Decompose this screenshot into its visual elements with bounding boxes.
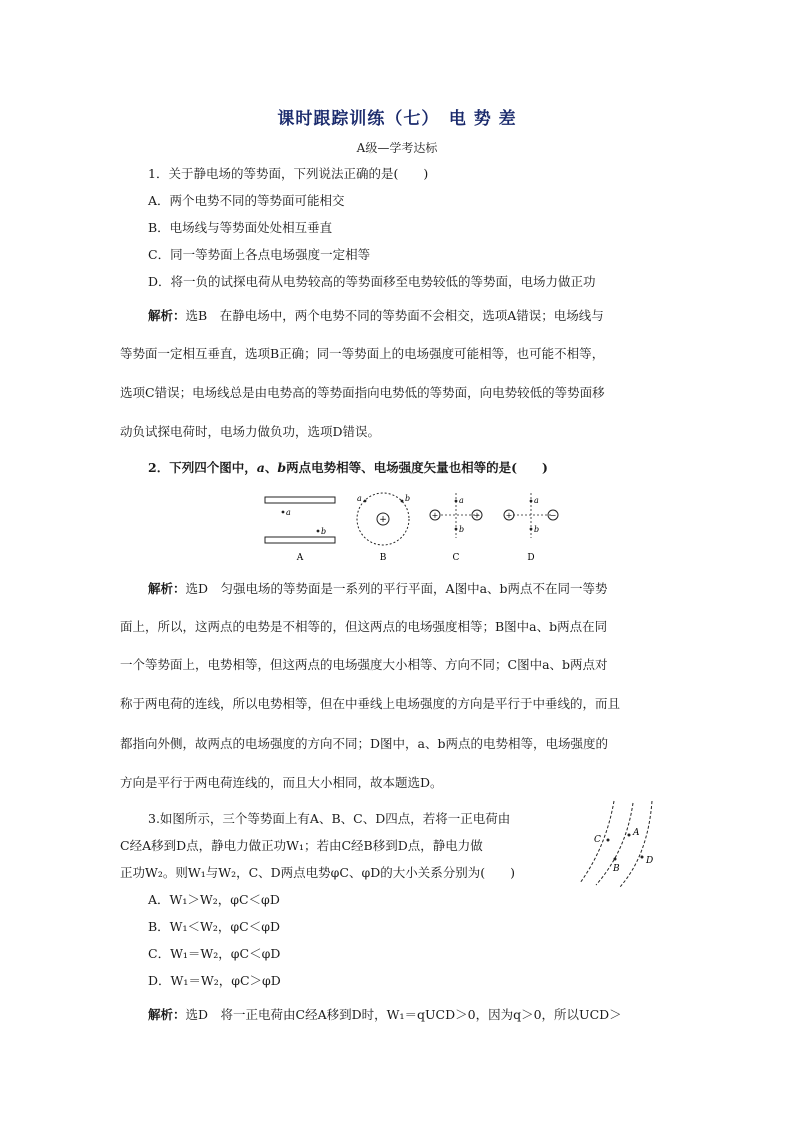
level-heading: A级—学考达标 — [356, 141, 438, 155]
fig-b-charge: + — [379, 515, 387, 525]
analysis-label: 解析： — [148, 581, 186, 596]
plate-bottom — [265, 537, 335, 543]
fig-c-charge-right: + — [473, 511, 481, 520]
q3-stem-line-3: 正功W₂。则W₁与W₂，C、D两点电势φC、φD的大小关系分别为( ) — [120, 865, 516, 880]
fig-d-charge-left: + — [505, 511, 513, 520]
q3-option-d: D．W₁＝W₂，φC＞φD — [148, 973, 281, 988]
q1-option-d: D．将一负的试探电荷从电势较高的等势面移至电势较低的等势面，电场力做正功 — [148, 274, 596, 289]
q1-option-a: A．两个电势不同的等势面可能相交 — [148, 193, 345, 208]
fig3-point-d: D — [646, 856, 654, 866]
fig-b-point-b: b — [405, 494, 411, 503]
fig-c-point-b: b — [459, 525, 465, 534]
q3-option-a: A．W₁＞W₂，φC＜φD — [148, 892, 280, 907]
q2-analysis-line-6: 方向是平行于两电荷连线的，而且大小相同，故本题选D。 — [120, 775, 443, 790]
q1-stem: 1．关于静电场的等势面，下列说法正确的是( ) — [148, 166, 429, 181]
plate-top — [265, 497, 335, 503]
q1-analysis-line-3: 选项C错误；电场线总是由电势高的等势面指向电势低的等势面，向电势较低的等势面移 — [120, 385, 605, 400]
analysis-label: 解析： — [148, 308, 186, 323]
fig3-point-a: A — [633, 828, 640, 838]
fig-label-d: D — [527, 553, 535, 563]
fig-c-point-a: a — [459, 496, 464, 505]
q1-option-b: B．电场线与等势面处处相互垂直 — [148, 220, 333, 235]
q1-option-c: C．同一等势面上各点电场强度一定相等 — [148, 247, 371, 262]
fig3-point-b: B — [613, 864, 620, 874]
fig-d-point-b: b — [534, 525, 540, 534]
fig-label-a: A — [296, 553, 304, 563]
q3-stem-line-1: 3.如图所示，三个等势面上有A、B、C、D四点，若将一正电荷由 — [148, 811, 511, 826]
q2-analysis-line-2: 面上，所以，这两点的电势是不相等的，但这两点的电场强度相等；B图中a、b两点在同 — [120, 619, 608, 634]
analysis-label: 解析： — [148, 1007, 186, 1022]
fig-d-charge-right: − — [549, 511, 557, 520]
q2-analysis-line-4: 称于两电荷的连线，所以电势相等，但在中垂线上电场强度的方向是平行于中垂线的，而且 — [120, 696, 621, 711]
page-title: 课时跟踪训练（七） 电 势 差 — [277, 109, 517, 129]
fig-c-charge-left: + — [431, 511, 439, 520]
q3-analysis-line-1: 解析：选D 将一正电荷由C经A移到D时，W₁＝qUCD＞0，因为q＞0，所以UCD＞ — [148, 1007, 622, 1022]
fig3-point-c: C — [594, 835, 601, 845]
q2-analysis-line-3: 一个等势面上，电势相等，但这两点的电场强度大小相等、方向不同；C图中a、b两点对 — [120, 657, 608, 672]
fig-label-c: C — [452, 553, 460, 563]
fig-a-point-b: b — [321, 527, 327, 536]
q1-analysis-line-4: 动负试探电荷时，电场力做负功，选项D错误。 — [120, 424, 381, 439]
q2-analysis-line-1: 解析：选D 匀强电场的等势面是一系列的平行平面，A图中a、b两点不在同一等势 — [148, 581, 608, 596]
q3-figure — [578, 795, 678, 890]
fig-b-point-a: a — [357, 494, 362, 503]
fig-label-b: B — [379, 553, 387, 563]
equipotential-arc-3 — [620, 801, 652, 887]
q2-stem: 2．下列四个图中，a、b两点电势相等、电场强度矢量也相等的是( ) — [148, 460, 548, 475]
fig-d-point-a: a — [534, 496, 539, 505]
q3-stem-line-2: C经A移到D点，静电力做正功W₁；若由C经B移到D点，静电力做 — [120, 838, 483, 853]
q1-analysis-line-1: 解析：选B 在静电场中，两个电势不同的等势面不会相交，选项A错误；电场线与 — [148, 308, 604, 323]
q2-analysis-line-5: 都指向外侧，故两点的电场强度的方向不同；D图中，a、b两点的电势相等，电场强度的 — [120, 736, 608, 751]
q2-figure — [255, 488, 575, 568]
q3-option-b: B．W₁＜W₂，φC＜φD — [148, 919, 280, 934]
fig-a-point-a: a — [286, 508, 291, 517]
q3-option-c: C．W₁＝W₂，φC＜φD — [148, 946, 281, 961]
q1-analysis-line-2: 等势面一定相互垂直，选项B正确；同一等势面上的电场强度可能相等，也可能不相等， — [120, 346, 605, 361]
